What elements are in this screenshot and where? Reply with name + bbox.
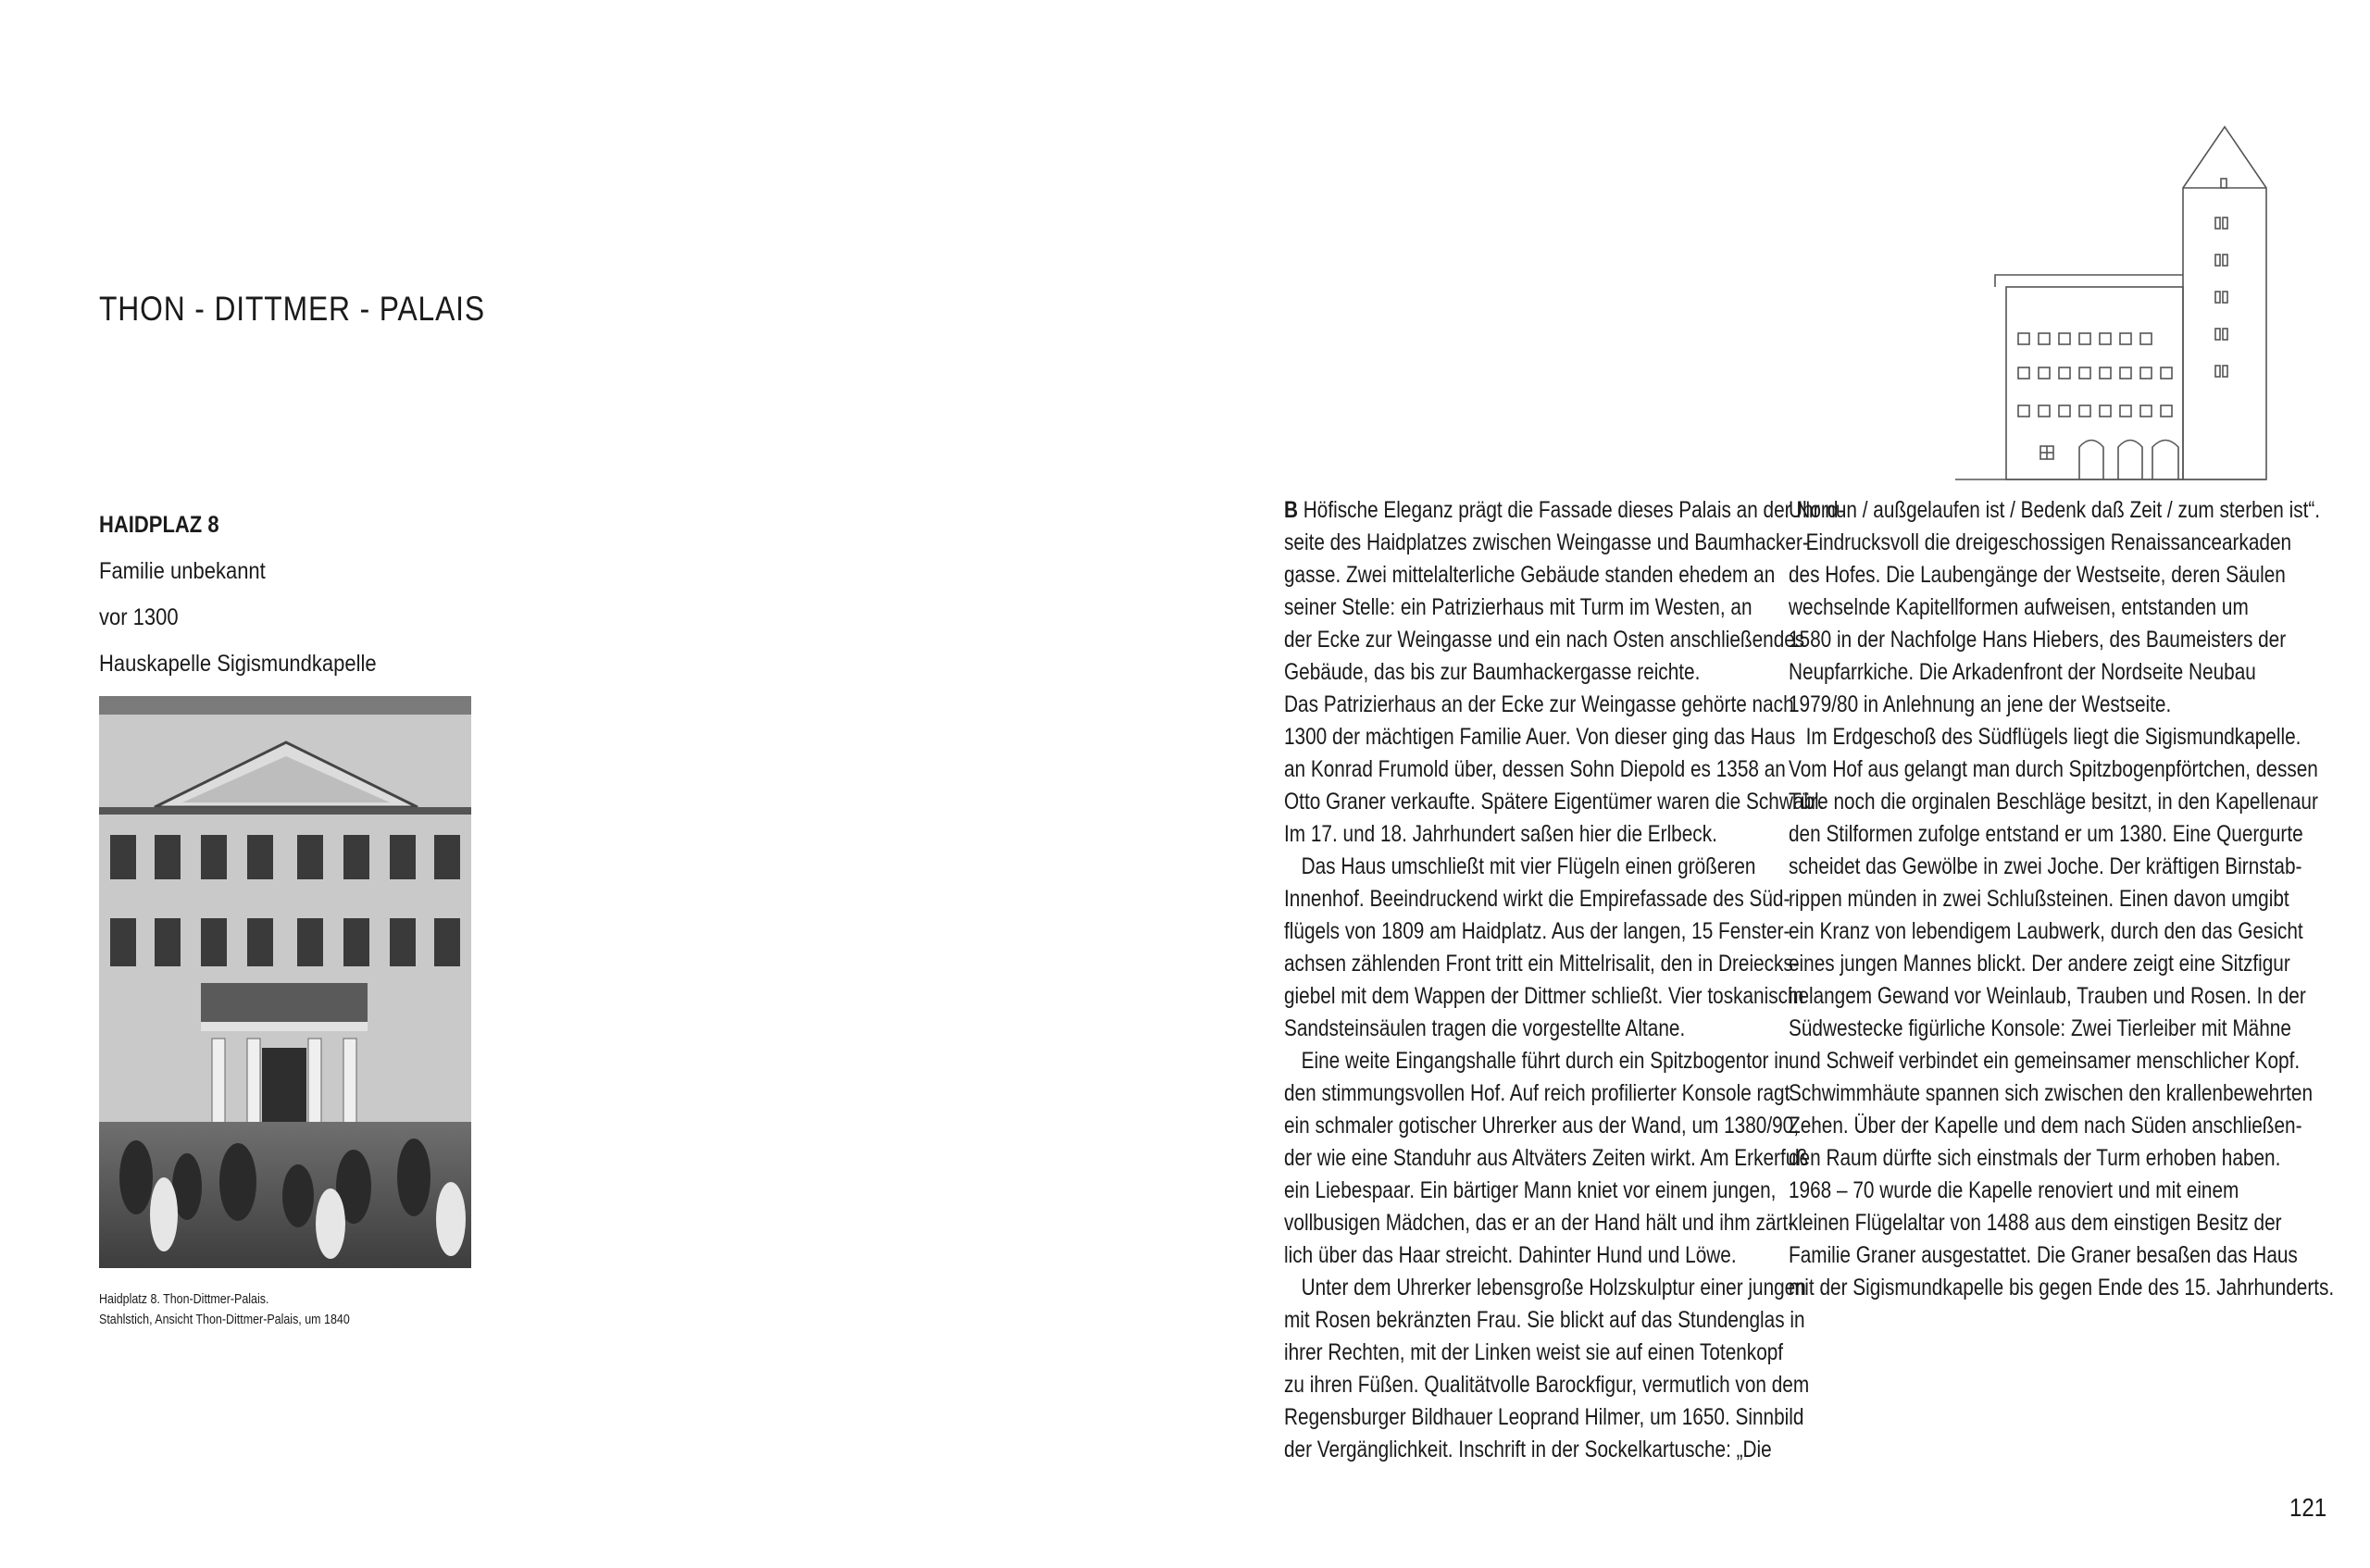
building-outline-drawing (1953, 125, 2268, 481)
caption-line-2: Stahlstich, Ansicht Thon-Dittmer-Palais, um 1840 (99, 1313, 350, 1327)
text-line: der Ecke zur Weingasse und ein nach Osten anschließendes (1284, 628, 1805, 653)
text-line: und Schweif verbindet ein gemeinsamer menschlicher Kopf. (1789, 1049, 2301, 1074)
text-line: des Hofes. Die Laubengänge der Westseite, deren Säulen (1789, 563, 2286, 588)
text-line: Neupfarrkiche. Die Arkadenfront der Nordseite Neubau (1789, 660, 2256, 685)
text-line: zu ihren Füßen. Qualitätvolle Barockfigur, vermutlich von dem (1284, 1373, 1810, 1398)
text-line: lich über das Haar streicht. Dahinter Hund und Löwe. (1284, 1243, 1737, 1268)
text-line: in langem Gewand vor Weinlaub, Trauben und Rosen. In der (1789, 984, 2306, 1009)
page-number: 121 (2289, 1493, 2327, 1522)
text-line: Das Patrizierhaus an der Ecke zur Weingasse gehörte nach (1284, 692, 1794, 717)
text-line: Südwestecke figürliche Konsole: Zwei Tierleiber mit Mähne (1789, 1016, 2291, 1041)
text-line: giebel mit dem Wappen der Dittmer schließt. Vier toskanische (1284, 984, 1810, 1009)
text-line: vollbusigen Mädchen, das er an der Hand hält und ihm zärt- (1284, 1211, 1795, 1236)
building-meta (99, 502, 377, 687)
text-line: Türe noch die orginalen Beschläge besitzt, in den Kapellenaur (1789, 790, 2318, 815)
text-line: mit Rosen bekränzten Frau. Sie blickt auf das Stundenglas in (1284, 1308, 1805, 1333)
text-line: ihrer Rechten, mit der Linken weist sie auf einen Totenkopf (1284, 1340, 1784, 1365)
text-column-1 (1284, 494, 1844, 1466)
building-address: HAIDPLAZ 8 (99, 512, 219, 538)
text-line: ein Liebespaar. Ein bärtiger Mann kniet vor einem jungen, (1284, 1178, 1777, 1203)
text-line: eines jungen Mannes blickt. Der andere zeigt eine Sitzfigur (1789, 952, 2290, 977)
building-chapel: Hauskapelle Sigismundkapelle (99, 651, 377, 677)
text-line: Vom Hof aus gelangt man durch Spitzbogenpförtchen, dessen (1789, 757, 2318, 782)
building-family: Familie unbekannt (99, 558, 266, 584)
text-line: Innenhof. Beeindruckend wirkt die Empirefassade des Süd- (1284, 887, 1790, 912)
text-line: Gebäude, das bis zur Baumhackergasse reichte. (1284, 660, 1701, 685)
text-line: wechselnde Kapitellformen aufweisen, entstanden um (1789, 595, 2249, 620)
text-line: gasse. Zwei mittelalterliche Gebäude standen ehedem an (1284, 563, 1776, 588)
text-line: 1580 in der Nachfolge Hans Hiebers, des Baumeisters der (1789, 628, 2287, 653)
drop-initial: B (1284, 498, 1299, 523)
text-line: mit der Sigismundkapelle bis gegen Ende des 15. Jahrhunderts. (1789, 1276, 2335, 1300)
text-line: seite des Haidplatzes zwischen Weingasse und Baumhacker- (1284, 530, 1809, 555)
text-line: achsen zählenden Front tritt ein Mittelrisalit, den in Dreiecks- (1284, 952, 1800, 977)
text-line: ein schmaler gotischer Uhrerker aus der Wand, um 1380/90, (1284, 1114, 1799, 1139)
palace-engraving-image (99, 696, 471, 1268)
text-line: Das Haus umschließt mit vier Flügeln einen größeren (1301, 854, 1756, 879)
text-column-2 (1789, 494, 2334, 1304)
text-line: Im 17. und 18. Jahrhundert saßen hier die Erlbeck. (1284, 822, 1717, 847)
text-line: rippen münden in zwei Schlußsteinen. Einen davon umgibt (1789, 887, 2289, 912)
building-date: vor 1300 (99, 604, 179, 630)
text-line: der Vergänglichkeit. Inschrift in der Sockelkartusche: „Die (1284, 1437, 1772, 1462)
text-line: der wie eine Standuhr aus Altväters Zeiten wirkt. Am Erkerfuß (1284, 1146, 1808, 1171)
text-line: kleinen Flügelaltar von 1488 aus dem einstigen Besitz der (1789, 1211, 2282, 1236)
image-caption (99, 1289, 350, 1330)
text-line: flügels von 1809 am Haidplatz. Aus der langen, 15 Fenster- (1284, 919, 1790, 944)
text-line: Unter dem Uhrerker lebensgroße Holzskulptur einer jungen (1301, 1276, 1806, 1300)
text-line: 1979/80 in Anlehnung an jene der Westseite. (1789, 692, 2172, 717)
text-line: Uhr nun / außgelaufen ist / Bedenk daß Zeit / zum sterben ist“. (1789, 498, 2321, 523)
text-line: Familie Graner ausgestattet. Die Graner besaßen das Haus (1789, 1243, 2298, 1268)
text-line: Zehen. Über der Kapelle und dem nach Süden anschließen- (1789, 1114, 2302, 1139)
text-line: 1968 – 70 wurde die Kapelle renoviert und mit einem (1789, 1178, 2239, 1203)
text-line: den stimmungsvollen Hof. Auf reich profilierter Konsole ragt (1284, 1081, 1790, 1106)
text-line: Eine weite Eingangshalle führt durch ein Spitzbogentor in (1301, 1049, 1790, 1074)
text-line: Otto Graner verkaufte. Spätere Eigentümer waren die Schwäbl. (1284, 790, 1825, 815)
text-line: Sandsteinsäulen tragen die vorgestellte Altane. (1284, 1016, 1686, 1041)
page-title: THON - DITTMER - PALAIS (99, 290, 485, 328)
text-line: Eindrucksvoll die dreigeschossigen Renaissancearkaden (1805, 530, 2292, 555)
text-line: scheidet das Gewölbe in zwei Joche. Der kräftigen Birnstab- (1789, 854, 2302, 879)
text-line: B Höfische Eleganz prägt die Fassade dieses Palais an der Nord- (1284, 498, 1845, 523)
text-line: 1300 der mächtigen Familie Auer. Von dieser ging das Haus (1284, 725, 1796, 750)
text-line: an Konrad Frumold über, dessen Sohn Diepold es 1358 an (1284, 757, 1786, 782)
text-line: den Stilformen zufolge entstand er um 1380. Eine Quergurte (1789, 822, 2303, 847)
text-line: Regensburger Bildhauer Leoprand Hilmer, um 1650. Sinnbild (1284, 1405, 1804, 1430)
text-line: Im Erdgeschoß des Südflügels liegt die Sigismundkapelle. (1805, 725, 2301, 750)
caption-line-1: Haidplatz 8. Thon-Dittmer-Palais. (99, 1292, 269, 1307)
text-line: seiner Stelle: ein Patrizierhaus mit Turm im Westen, an (1284, 595, 1753, 620)
text-line: Schwimmhäute spannen sich zwischen den krallenbewehrten (1789, 1081, 2314, 1106)
text-line: den Raum dürfte sich einstmals der Turm erhoben haben. (1789, 1146, 2281, 1171)
text-line: ein Kranz von lebendigem Laubwerk, durch den das Gesicht (1789, 919, 2303, 944)
